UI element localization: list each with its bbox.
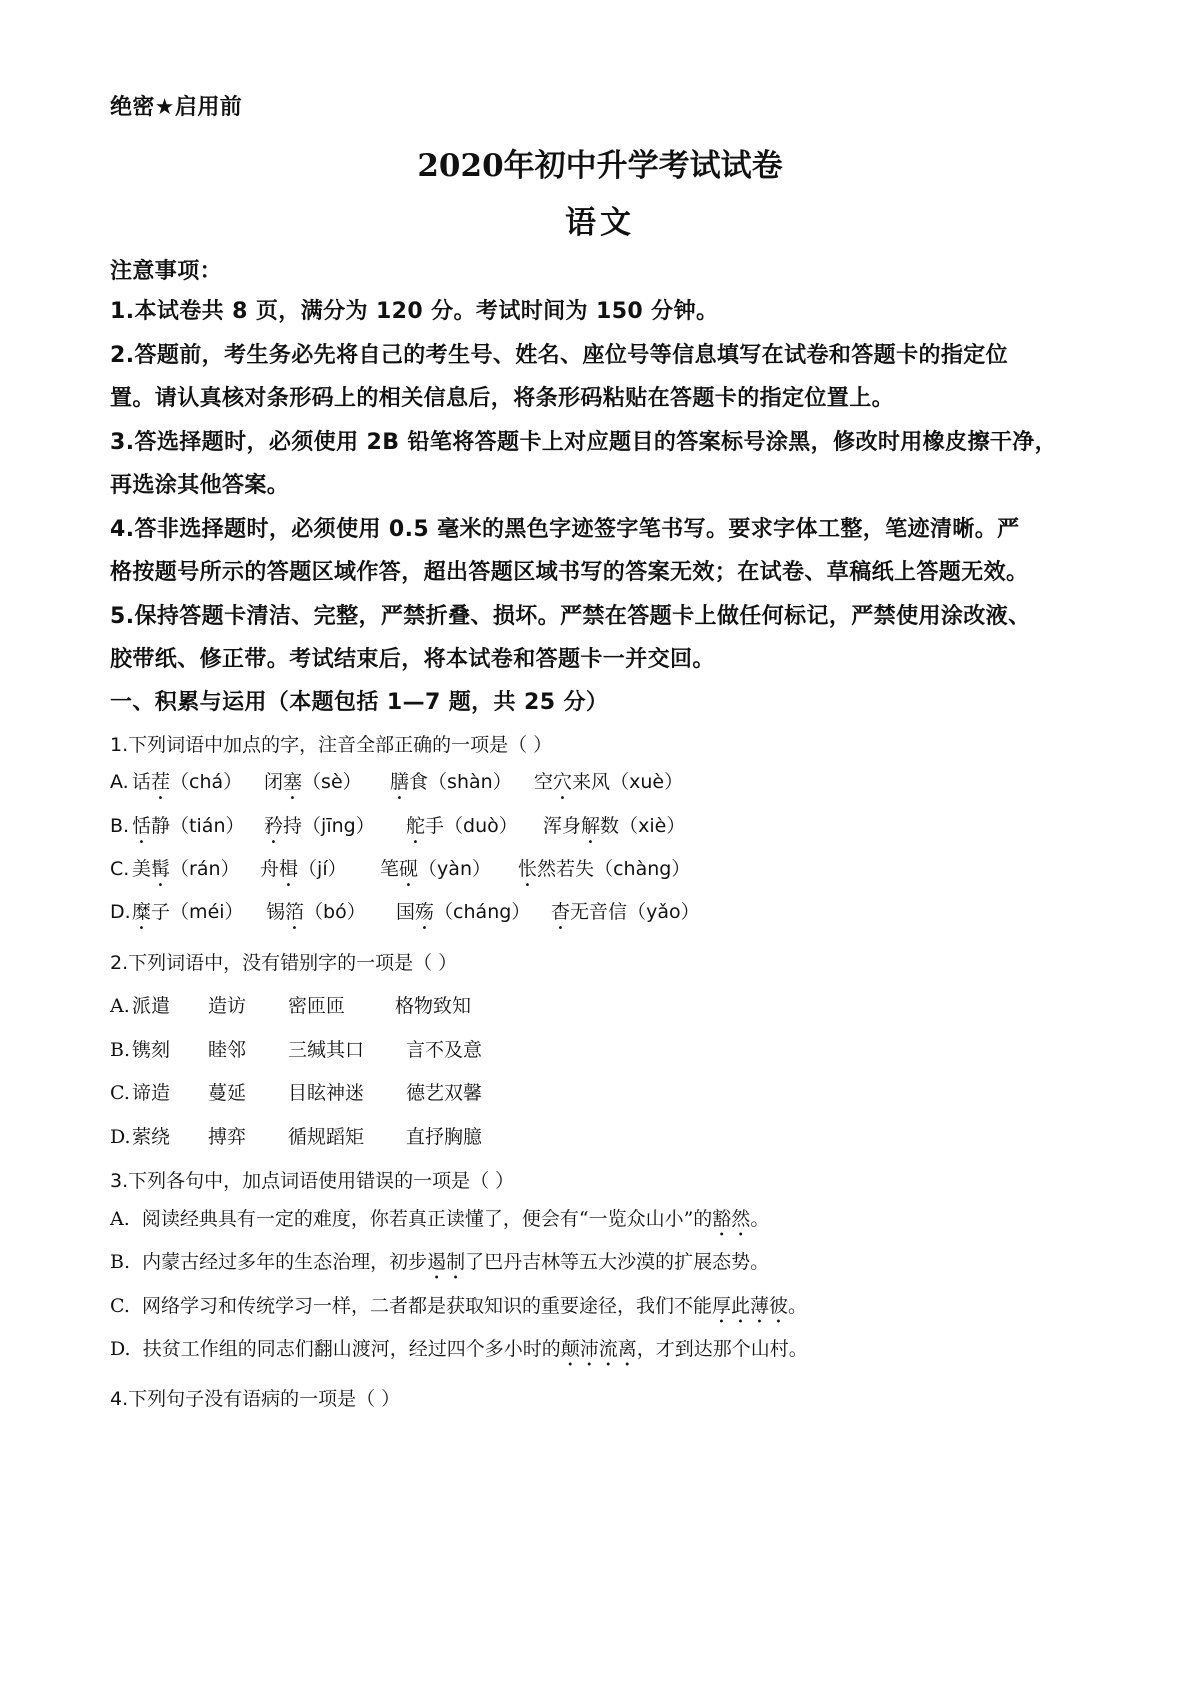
option-label: A.	[110, 995, 130, 1017]
word-item: 睦邻	[208, 1039, 247, 1061]
option-label: D.	[110, 1126, 131, 1148]
option-label: D.	[110, 1338, 131, 1360]
option-label: A.	[110, 1208, 130, 1230]
word-item: 派遣	[132, 995, 171, 1017]
sentence-text: 阅读经典具有一定的难度，你若真正读懂了，便会有“一览众山小”的	[141, 1208, 713, 1230]
word-item: 格物致知	[395, 995, 472, 1017]
pinyin-item: 空穴来风（xuè）	[534, 771, 684, 793]
word-item: 德艺双馨	[406, 1082, 483, 1104]
option-label: B.	[110, 1039, 131, 1061]
word-item: 言不及意	[406, 1039, 483, 1061]
note-line: 格按题号所示的答题区域作答，超出答题区域书写的答案无效；在试卷、草稿纸上答题无效。	[110, 560, 1029, 585]
word-item: 镌刻	[132, 1039, 171, 1061]
note-line: 5.保持答题卡清洁、完整，严禁折叠、损坏。严禁在答题卡上做任何标记，严禁使用涂改液、	[110, 604, 1031, 629]
sentence-text: 了巴丹吉林等五大沙漠的扩展态势。	[465, 1251, 770, 1273]
option-label: A.	[110, 771, 129, 793]
confidential-label: 绝密★启用前	[110, 95, 243, 120]
word-item: 目眩神迷	[288, 1082, 365, 1104]
question-2-stem: 2.下列词语中，没有错别字的一项是（ ）	[110, 952, 458, 974]
word-item: 三缄其口	[288, 1039, 365, 1061]
note-line: 1.本试卷共 8 页，满分为 120 分。考试时间为 150 分钟。	[110, 299, 719, 324]
word-item: 搏弈	[208, 1126, 247, 1148]
word-item: 循规蹈矩	[288, 1126, 365, 1148]
pinyin-item: 国殇（cháng）	[396, 901, 531, 923]
pinyin-item: 怅然若失（chàng）	[518, 858, 691, 880]
pinyin-item: 矜持（jīng）	[264, 815, 375, 837]
word-item: 谛造	[132, 1082, 171, 1104]
note-line: 胶带纸、修正带。考试结束后，将本试卷和答题卡一并交回。	[110, 647, 715, 672]
q3-option-c	[110, 1295, 807, 1328]
section-heading: 一、积累与运用（本题包括 1—7 题，共 25 分）	[110, 690, 609, 715]
pinyin-item: 杳无音信（yǎo）	[551, 901, 700, 923]
sentence-text: 。	[788, 1295, 808, 1317]
option-label: C.	[110, 1295, 130, 1317]
question-4-stem: 4.下列句子没有语病的一项是（ ）	[110, 1388, 401, 1410]
pinyin-item: 膳食（shàn）	[390, 771, 512, 793]
dotted-phrase: 厚此薄彼	[712, 1295, 789, 1317]
sentence-text: 扶贫工作组的同志们翻山渡河，经过四个多小时的	[142, 1338, 561, 1360]
q3-option-b	[110, 1251, 769, 1284]
dotted-phrase: 遏制	[427, 1251, 466, 1273]
dotted-phrase: 豁然	[712, 1208, 751, 1230]
note-line: 3.答选择题时，必须使用 2B 铅笔将答题卡上对应题目的答案标号涂黑，修改时用橡皮擦干净，	[110, 430, 1058, 455]
pinyin-item: 闭塞（sè）	[264, 771, 362, 793]
question-1-stem: 1.下列词语中加点的字，注音全部正确的一项是（ ）	[110, 734, 553, 756]
pinyin-item: 锡箔（bó）	[266, 901, 366, 923]
sentence-text: 内蒙古经过多年的生态治理，初步	[142, 1251, 428, 1273]
option-label: D.	[110, 901, 131, 923]
dotted-phrase: 颠沛流离	[560, 1338, 637, 1360]
pinyin-item: 美髯（rán）	[132, 858, 240, 880]
sentence-text: ，才到达那个山村。	[636, 1338, 808, 1360]
pinyin-item: 笔砚（yàn）	[380, 858, 492, 880]
word-item: 蔓延	[208, 1082, 247, 1104]
option-label: B.	[110, 1251, 131, 1273]
question-3-stem: 3.下列各句中，加点词语使用错误的一项是（ ）	[110, 1170, 515, 1192]
note-line: 4.答非选择题时，必须使用 0.5 毫米的黑色字迹签字笔书写。要求字体工整，笔迹清晰。严	[110, 517, 1020, 542]
sentence-text: 。	[750, 1208, 770, 1230]
sentence-text: 网络学习和传统学习一样，二者都是获取知识的重要途径，我们不能	[142, 1295, 713, 1317]
pinyin-item: 话茬（chá）	[132, 771, 243, 793]
q3-option-a	[110, 1208, 769, 1241]
pinyin-item: 舵手（duò）	[406, 815, 518, 837]
exam-title: 2020年初中升学考试试卷	[417, 148, 783, 184]
pinyin-item: 浑身解数（xiè）	[543, 815, 686, 837]
word-item: 直抒胸臆	[406, 1126, 483, 1148]
pinyin-item: 舟楫（jí）	[260, 858, 347, 880]
option-label: B.	[110, 815, 130, 837]
pinyin-item: 恬静（tián）	[132, 815, 245, 837]
option-label: C.	[110, 858, 130, 880]
word-item: 造访	[208, 995, 247, 1017]
q3-option-d	[110, 1338, 808, 1371]
option-label: C.	[110, 1082, 130, 1104]
notes-heading: 注意事项：	[110, 259, 223, 284]
note-line: 2.答题前，考生务必先将自己的考生号、姓名、座位号等信息填写在试卷和答题卡的指定位	[110, 343, 1009, 368]
word-item: 密匝匝	[288, 995, 346, 1017]
note-line: 再选涂其他答案。	[110, 473, 290, 498]
note-line: 置。请认真核对条形码上的相关信息后，将条形码粘贴在答题卡的指定位置上。	[110, 386, 895, 411]
pinyin-item: 糜子（méi）	[132, 901, 244, 923]
exam-subject: 语文	[565, 205, 635, 241]
word-item: 萦绕	[132, 1126, 171, 1148]
